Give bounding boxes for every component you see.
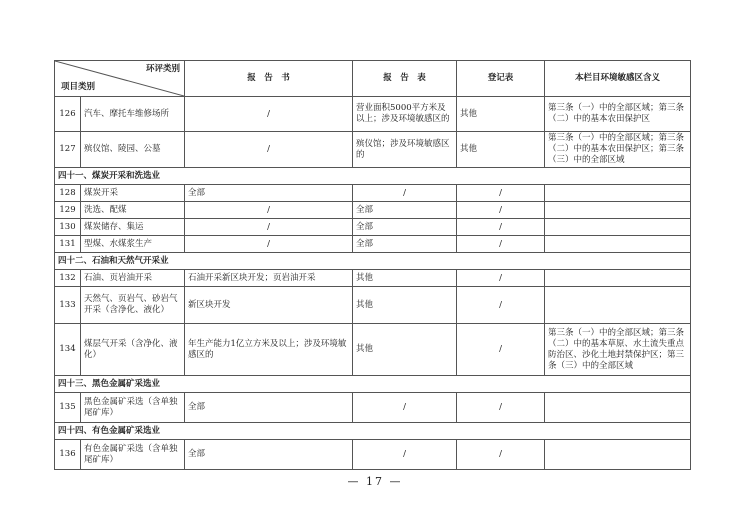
header-register: 登记表	[457, 61, 545, 97]
section-row	[55, 423, 691, 440]
project-category: 黑色金属矿采选（含单独尾矿库）	[81, 393, 185, 423]
environmental-assessment-table	[54, 60, 691, 470]
project-category: 石油、页岩油开采	[81, 270, 185, 287]
project-category: 煤炭储存、集运	[81, 219, 185, 236]
report-form-cell: 全部	[353, 236, 457, 253]
report-book-cell: /	[185, 219, 353, 236]
register-cell: /	[457, 270, 545, 287]
row-number: 133	[55, 287, 81, 324]
sensitive-area-cell	[545, 219, 691, 236]
register-cell: /	[457, 236, 545, 253]
report-form-cell: 全部	[353, 202, 457, 219]
report-form-cell: 其他	[353, 270, 457, 287]
row-number: 131	[55, 236, 81, 253]
sensitive-area-cell	[545, 236, 691, 253]
report-book-cell: 全部	[185, 185, 353, 202]
project-category: 煤炭开采	[81, 185, 185, 202]
row-number: 130	[55, 219, 81, 236]
header-sensitive-area: 本栏目环境敏感区含义	[545, 61, 691, 97]
row-number: 135	[55, 393, 81, 423]
sensitive-area-cell	[545, 202, 691, 219]
header-report-book: 报 告 书	[185, 61, 353, 97]
diagonal-header-cell	[55, 61, 185, 97]
table-row	[55, 132, 691, 168]
report-form-cell: 全部	[353, 219, 457, 236]
register-cell: /	[457, 324, 545, 376]
report-book-cell: /	[185, 236, 353, 253]
corner-top-label: 环评类别	[145, 64, 180, 74]
row-number: 127	[55, 132, 81, 168]
report-form-cell: 其他	[353, 287, 457, 324]
project-category: 天然气、页岩气、砂岩气开采（含净化、液化）	[81, 287, 185, 324]
corner-bottom-label: 项目类别	[61, 82, 96, 92]
table-row	[55, 219, 691, 236]
table-row	[55, 440, 691, 470]
register-cell: /	[457, 287, 545, 324]
project-category: 有色金属矿采选（含单独尾矿库）	[81, 440, 185, 470]
register-cell: /	[457, 393, 545, 423]
report-form-cell: 其他	[353, 324, 457, 376]
report-book-cell: 年生产能力1亿立方米及以上；涉及环境敏感区的	[185, 324, 353, 376]
register-cell: 其他	[457, 132, 545, 168]
table-row	[55, 393, 691, 423]
section-row	[55, 376, 691, 393]
section-title: 四十二、石油和天然气开采业	[55, 253, 691, 270]
table-row	[55, 97, 691, 132]
sensitive-area-cell: 第三条（一）中的全部区域；第三条（二）中的基本农田保护区；第三条（三）中的全部区域	[545, 132, 691, 168]
project-category: 型煤、水煤浆生产	[81, 236, 185, 253]
report-form-cell: 营业面积5000平方米及以上；涉及环境敏感区的	[353, 97, 457, 132]
section-row	[55, 253, 691, 270]
sensitive-area-cell	[545, 287, 691, 324]
sensitive-area-cell	[545, 440, 691, 470]
report-book-cell: /	[185, 97, 353, 132]
register-cell: 其他	[457, 97, 545, 132]
row-number: 134	[55, 324, 81, 376]
row-number: 126	[55, 97, 81, 132]
project-category: 煤层气开采（含净化、液化）	[81, 324, 185, 376]
report-form-cell: /	[353, 440, 457, 470]
table-row	[55, 236, 691, 253]
register-cell: /	[457, 440, 545, 470]
row-number: 128	[55, 185, 81, 202]
table-row	[55, 270, 691, 287]
table-row	[55, 202, 691, 219]
sensitive-area-cell: 第三条（一）中的全部区域；第三条（二）中的基本草原、水土流失重点防治区、沙化土地封禁保护区；第三条（三）中的全部区域	[545, 324, 691, 376]
sensitive-area-cell	[545, 270, 691, 287]
page-number: — 17 —	[347, 475, 403, 488]
sensitive-area-cell	[545, 393, 691, 423]
register-cell: /	[457, 185, 545, 202]
section-row	[55, 168, 691, 185]
report-book-cell: 石油开采新区块开发；页岩油开采	[185, 270, 353, 287]
report-form-cell: 殡仪馆；涉及环境敏感区的	[353, 132, 457, 168]
header-row	[55, 61, 691, 97]
section-title: 四十四、有色金属矿采选业	[55, 423, 691, 440]
report-form-cell: /	[353, 393, 457, 423]
register-cell: /	[457, 219, 545, 236]
table-row	[55, 185, 691, 202]
project-category: 洗选、配煤	[81, 202, 185, 219]
project-category: 殡仪馆、陵园、公墓	[81, 132, 185, 168]
section-title: 四十三、黑色金属矿采选业	[55, 376, 691, 393]
row-number: 136	[55, 440, 81, 470]
report-book-cell: 新区块开发	[185, 287, 353, 324]
report-form-cell: /	[353, 185, 457, 202]
row-number: 132	[55, 270, 81, 287]
register-cell: /	[457, 202, 545, 219]
sensitive-area-cell: 第三条（一）中的全部区域；第三条（二）中的基本农田保护区	[545, 97, 691, 132]
table-row	[55, 287, 691, 324]
report-book-cell: /	[185, 202, 353, 219]
table-row	[55, 324, 691, 376]
header-report-form: 报 告 表	[353, 61, 457, 97]
report-book-cell: /	[185, 132, 353, 168]
report-book-cell: 全部	[185, 440, 353, 470]
sensitive-area-cell	[545, 185, 691, 202]
row-number: 129	[55, 202, 81, 219]
project-category: 汽车、摩托车维修场所	[81, 97, 185, 132]
section-title: 四十一、煤炭开采和洗选业	[55, 168, 691, 185]
report-book-cell: 全部	[185, 393, 353, 423]
